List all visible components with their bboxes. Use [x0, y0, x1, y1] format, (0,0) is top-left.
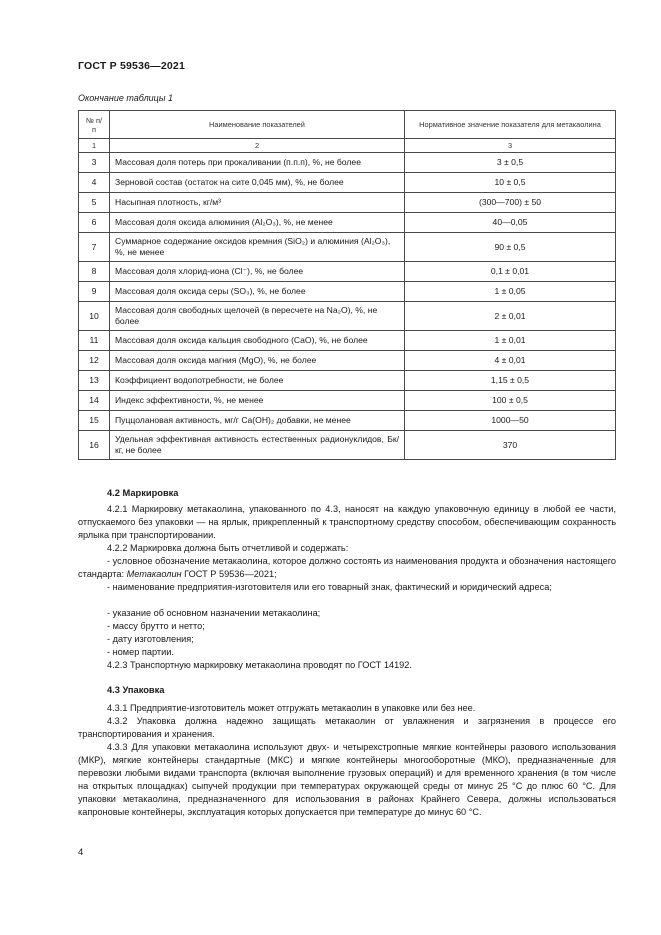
- table-row: [79, 411, 616, 431]
- table-header-row: [79, 111, 616, 139]
- row-value: 1000—50: [405, 411, 616, 431]
- row-number: 6: [79, 213, 110, 233]
- table-row: [79, 302, 616, 331]
- row-number: 13: [79, 371, 110, 391]
- row-value: 1,15 ± 0,5: [405, 371, 616, 391]
- table-row: [79, 351, 616, 371]
- row-value: 100 ± 0,5: [405, 391, 616, 411]
- row-number: 8: [79, 262, 110, 282]
- table-row: [79, 431, 616, 460]
- row-number: 5: [79, 193, 110, 213]
- paragraph-marking-date: - дату изготовления;: [107, 634, 194, 644]
- colnum-1: 1: [79, 139, 110, 153]
- table-row: [79, 193, 616, 213]
- header-value: Нормативное значение показателя для метакаолина: [405, 111, 616, 139]
- row-number: 14: [79, 391, 110, 411]
- section-title-marking: 4.2 Маркировка: [107, 488, 179, 498]
- table-row: [79, 213, 616, 233]
- paragraph-marking-batch: - номер партии.: [107, 647, 174, 657]
- page-number: 4: [78, 847, 84, 858]
- row-indicator: Удельная эффективная активность естественных радионуклидов, Бк/кг, не более: [110, 431, 405, 460]
- row-number: 15: [79, 411, 110, 431]
- column-numbers-row: [79, 139, 616, 153]
- paragraph-4-2-3: 4.2.3 Транспортную маркировку метакаолина проводят по ГОСТ 14192.: [107, 660, 412, 670]
- row-indicator: Насыпная плотность, кг/м³: [110, 193, 405, 213]
- row-value: 2 ± 0,01: [405, 302, 616, 331]
- paragraph-4-2-1: 4.2.1 Маркировку метакаолина, упакованного по 4.3, наносят на каждую упаковочную единицу в любой ее части, отпускаемого без упаковки — на ярлык, прикрепленный к транспортному средству способом, обеспечивающим сохранность ярлыка при транспортировании.: [78, 504, 616, 540]
- colnum-3: 3: [405, 139, 616, 153]
- header-num: № п/п: [79, 111, 110, 139]
- table-row: [79, 233, 616, 262]
- row-value: 10 ± 0,5: [405, 173, 616, 193]
- row-number: 4: [79, 173, 110, 193]
- row-value: 3 ± 0,5: [405, 153, 616, 173]
- row-value: 0,1 ± 0,01: [405, 262, 616, 282]
- row-indicator: Суммарное содержание оксидов кремния (SiO₂) и алюминия (Al₂O₃), %, не менее: [110, 233, 405, 262]
- row-value: 4 ± 0,01: [405, 351, 616, 371]
- row-number: 16: [79, 431, 110, 460]
- row-number: 9: [79, 282, 110, 302]
- row-indicator: Зерновой состав (остаток на сите 0,045 мм), %, не более: [110, 173, 405, 193]
- designation-product-name: Метакаолин: [126, 569, 182, 579]
- row-indicator: Пуццолановая активность, мг/г Ca(OH)₂ добавки, не менее: [110, 411, 405, 431]
- row-indicator: Массовая доля оксида магния (MgO), %, не более: [110, 351, 405, 371]
- designation-text-a: - условное обозначение метакаолина, которое должно состоять из наименования продукта и обозначения настоящего стандарта:: [78, 556, 616, 579]
- row-value: 40—0,05: [405, 213, 616, 233]
- paragraph-4-3-3: 4.3.3 Для упаковки метакаолина используют двух- и четырехстропные мягкие контейнеры разового использования (МКР), мягкие контейнеры стандартные (МКС) и мягкие контейнеры многооборотные (МКО), предназначенные для перевозки любыми видами транспорта (включая выполнение грузовых операций) и для временного хранения (в том числе на открытых площадках) сыпучей продукции при температурах окружающей среды от минус 25 °С до плюс 60 °С. Для упаковки метакаолина, предназначенного для использования в районах Крайнего Севера, должны использоваться капроновые контейнеры, эксплуатация которых допускается при температуре до минус 60 °С.: [78, 742, 616, 817]
- row-value: (300—700) ± 50: [405, 193, 616, 213]
- header-name: Наименование показателей: [110, 111, 405, 139]
- paragraph-marking-designation: [78, 555, 616, 581]
- row-value: 90 ± 0,5: [405, 233, 616, 262]
- row-value: 1 ± 0,05: [405, 282, 616, 302]
- row-value: 1 ± 0,01: [405, 331, 616, 351]
- table-row: [79, 262, 616, 282]
- table-row: [79, 153, 616, 173]
- document-header: ГОСТ Р 59536—2021: [78, 60, 186, 72]
- row-indicator: Массовая доля оксида кальция свободного (CaO), %, не более: [110, 331, 405, 351]
- row-number: 7: [79, 233, 110, 262]
- table-row: [79, 331, 616, 351]
- table-row: [79, 282, 616, 302]
- table-caption: Окончание таблицы 1: [78, 93, 173, 103]
- paragraph-marking-mass: - массу брутто и нетто;: [107, 621, 205, 631]
- row-indicator: Массовая доля свободных щелочей (в пересчете на Na₂O), %, не более: [110, 302, 405, 331]
- row-indicator: Массовая доля потерь при прокаливании (п.п.п), %, не более: [110, 153, 405, 173]
- table-row: [79, 371, 616, 391]
- designation-text-b: ГОСТ Р 59536—2021;: [181, 569, 277, 579]
- row-number: 11: [79, 331, 110, 351]
- row-indicator: Массовая доля хлорид-иона (Cl⁻), %, не более: [110, 262, 405, 282]
- row-number: 10: [79, 302, 110, 331]
- paragraph-marking-manufacturer: - наименование предприятия-изготовителя или его товарный знак, фактический и юридический адреса;: [107, 582, 552, 592]
- table-row: [79, 173, 616, 193]
- table-row: [79, 391, 616, 411]
- paragraph-4-2-2: 4.2.2 Маркировка должна быть отчетливой и содержать:: [107, 543, 349, 553]
- row-indicator: Индекс эффективности, %, не менее: [110, 391, 405, 411]
- row-indicator: Массовая доля оксида серы (SO₃), %, не более: [110, 282, 405, 302]
- row-number: 3: [79, 153, 110, 173]
- paragraph-4-3-2: 4.3.2 Упаковка должна надежно защищать метакаолин от увлажнения и загрязнения в процессе его транспортирования и хранения.: [78, 716, 616, 739]
- specifications-table: [78, 110, 616, 460]
- paragraph-marking-purpose: - указание об основном назначении метакаолина;: [107, 608, 321, 618]
- row-value: 370: [405, 431, 616, 460]
- row-indicator: Коэффициент водопотребности, не более: [110, 371, 405, 391]
- colnum-2: 2: [110, 139, 405, 153]
- row-number: 12: [79, 351, 110, 371]
- section-title-packaging: 4.3 Упаковка: [107, 685, 165, 695]
- paragraph-4-3-1: 4.3.1 Предприятие-изготовитель может отгружать метакаолин в упаковке или без нее.: [107, 703, 476, 713]
- row-indicator: Массовая доля оксида алюминия (Al₂O₃), %, не менее: [110, 213, 405, 233]
